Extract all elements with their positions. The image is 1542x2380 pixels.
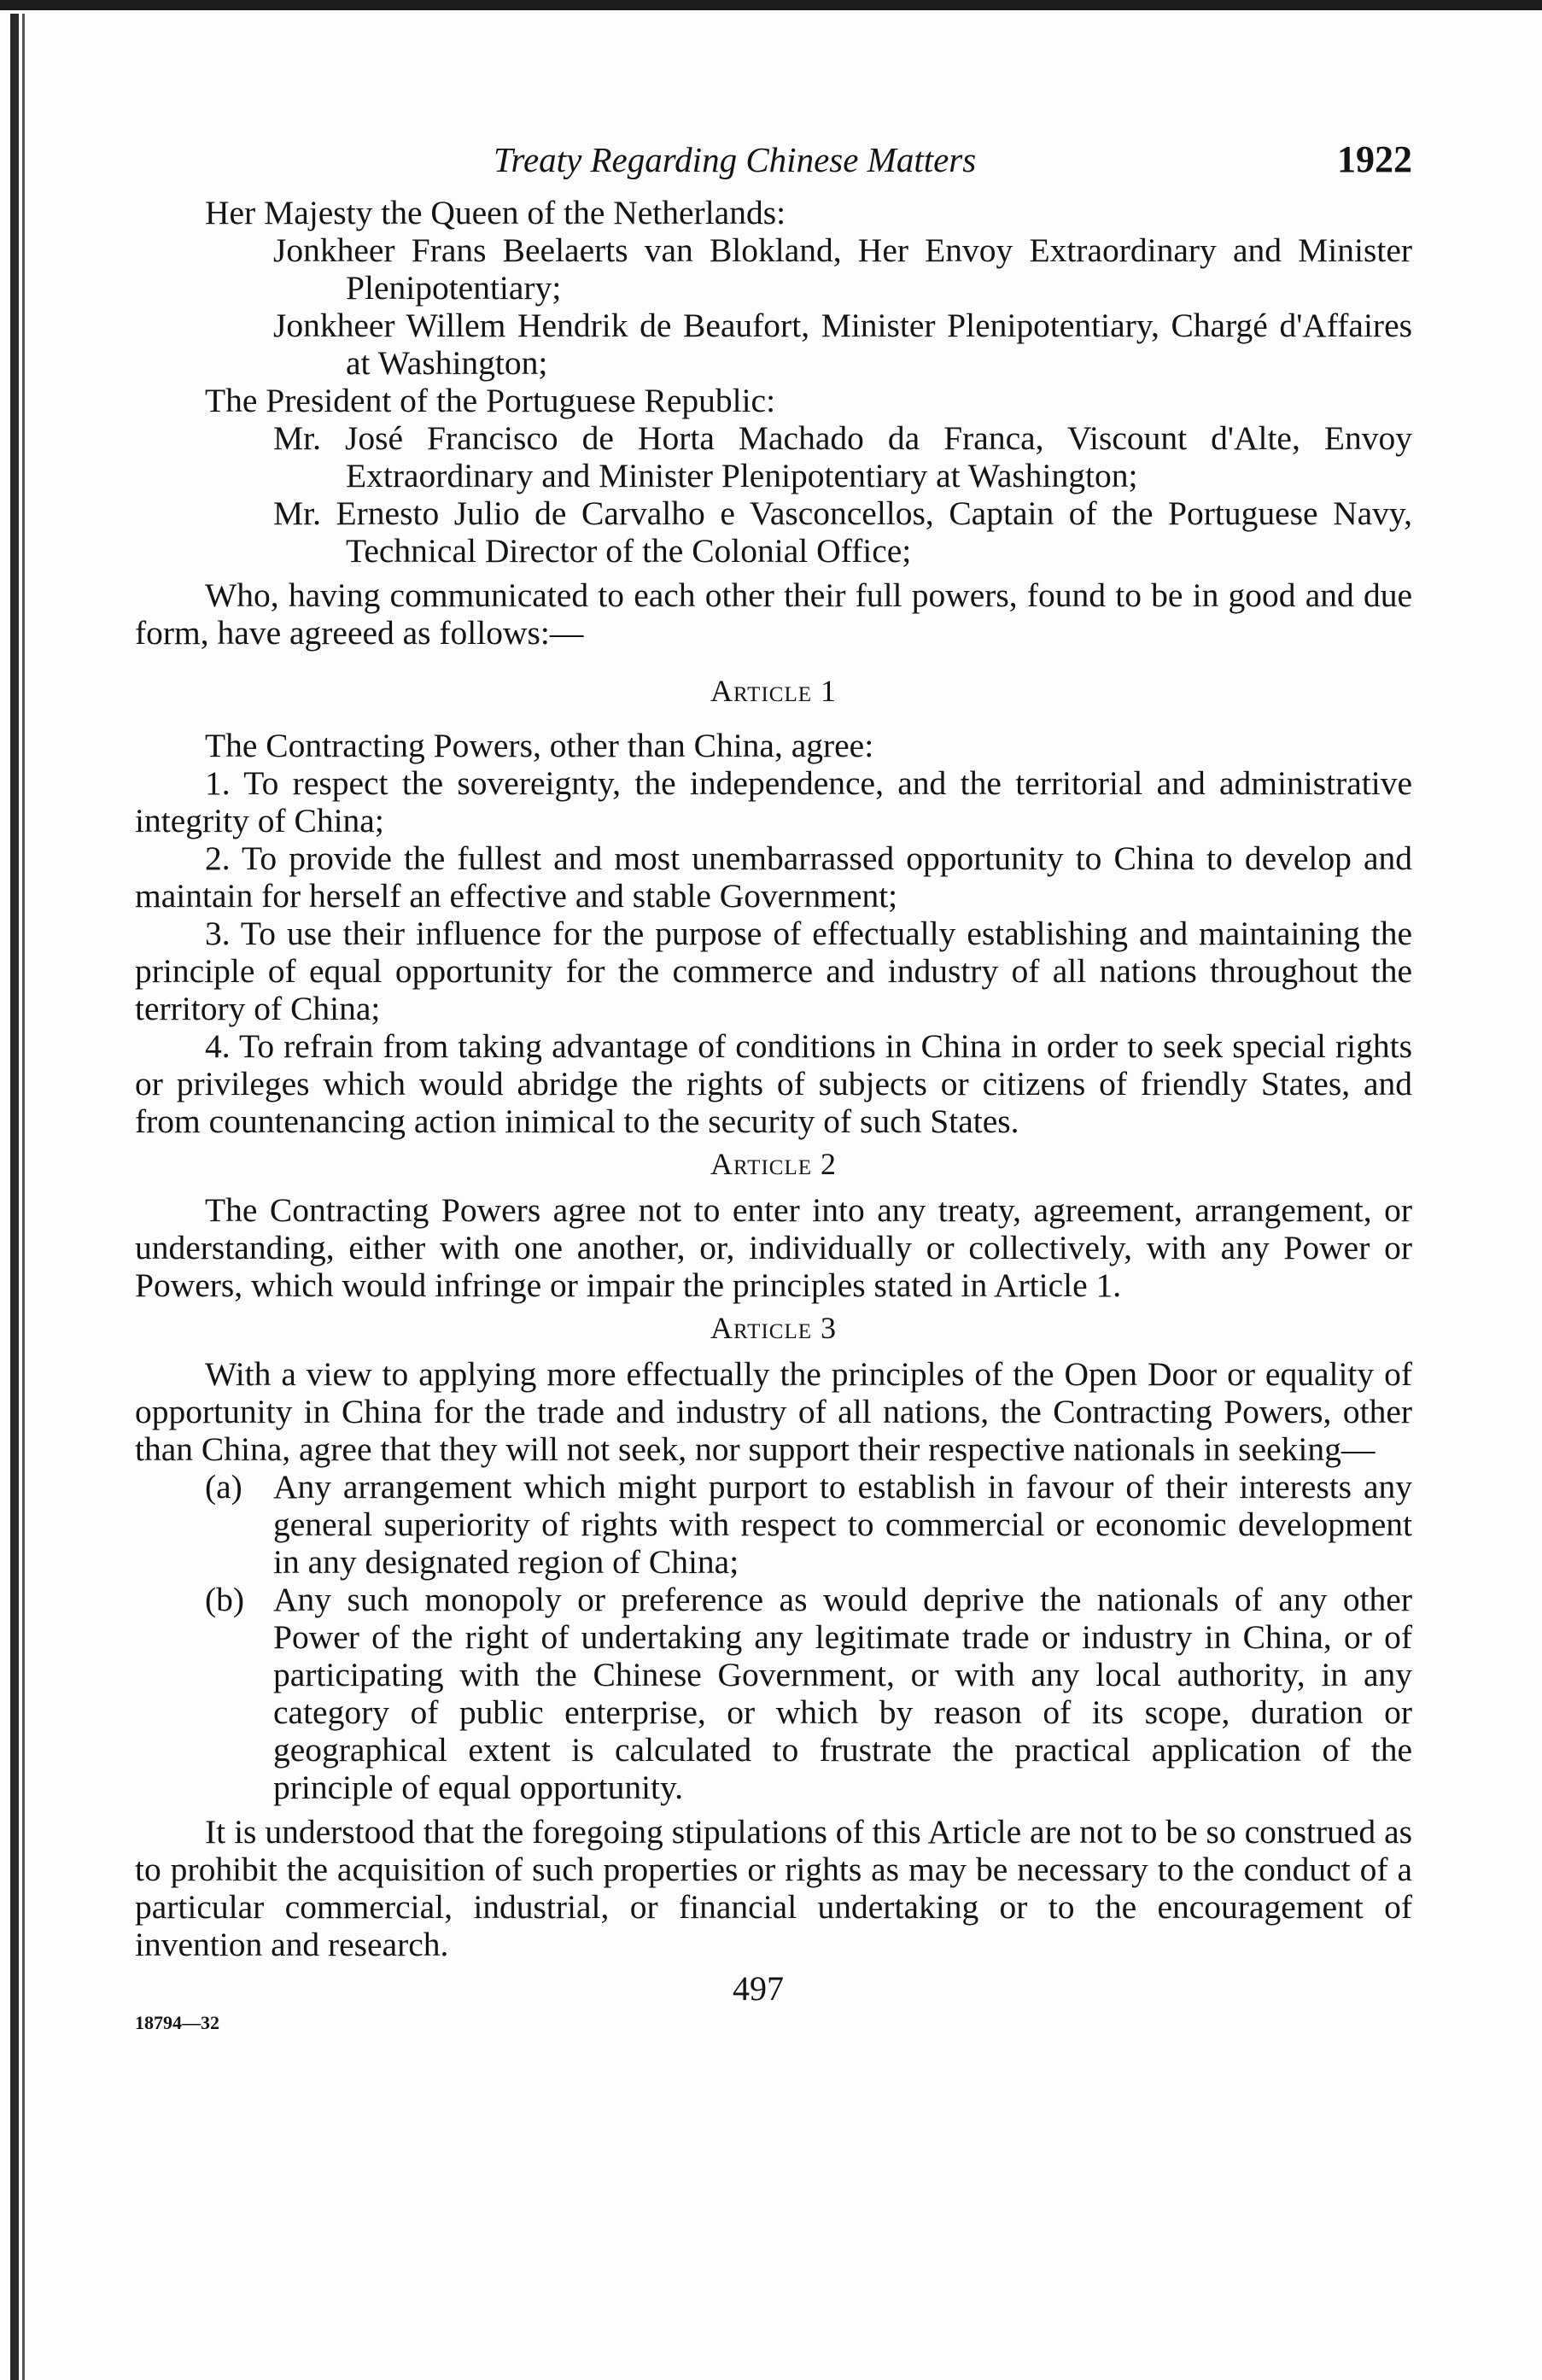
clause-text: Any arrangement which might purport to establish in favour of their interests any general superiority of rights with respect to commercial or economic development in any designated region of China; xyxy=(273,1468,1412,1581)
document-page xyxy=(135,138,1412,2038)
representative: Jonkheer Frans Beelaerts van Blokland, Her Envoy Extraordinary and Minister Plenipotentiary; xyxy=(273,231,1412,307)
representative: Mr. José Francisco de Horta Machado da Franca, Viscount d'Alte, Envoy Extraordinary and Minister Plenipotentiary at Washington; xyxy=(273,419,1412,494)
article-1-heading: Article 1 xyxy=(710,674,837,708)
party-name: The President of the Portuguese Republic: xyxy=(205,382,776,419)
article-3-clause-a xyxy=(205,1468,1412,1581)
article-3-heading: Article 3 xyxy=(710,1311,837,1345)
article-1-intro: The Contracting Powers, other than China, agree: xyxy=(205,727,874,764)
article-3-closing: It is understood that the foregoing stipulations of this Article are not to be so construed as to prohibit the acquisition of such properties or rights as may be necessary to the conduct of a particular commercial, industrial, or financial undertaking or to the encouragement of invention and research. xyxy=(135,1813,1412,1963)
page-footer xyxy=(135,1970,1412,2038)
preamble-close: Who, having communicated to each other their full powers, found to be in good and due form, have agreeed as follows:— xyxy=(135,576,1412,652)
article-3-clause-b xyxy=(205,1581,1412,1806)
representative: Jonkheer Willem Hendrik de Beaufort, Minister Plenipotentiary, Chargé d'Affaires at Washington; xyxy=(273,307,1412,382)
article-1-item: 2. To provide the fullest and most unembarrassed opportunity to China to develop and maintain for herself an effective and stable Government; xyxy=(135,839,1412,915)
article-1-item: 1. To respect the sovereignty, the independence, and the territorial and administrative integrity of China; xyxy=(135,764,1412,839)
clause-label: (a) xyxy=(205,1468,242,1506)
article-2-heading: Article 2 xyxy=(710,1147,837,1181)
print-code: 18794—32 xyxy=(135,2012,219,2033)
running-header xyxy=(135,138,1412,190)
party-portugal xyxy=(135,382,1412,570)
article-1-item: 4. To refrain from taking advantage of conditions in China in order to seek special rights or privileges which would abridge the rights of subjects or citizens of friendly States, and from countenancing action inimical to the security of such States. xyxy=(135,1027,1412,1140)
clause-text: Any such monopoly or preference as would deprive the nationals of any other Power of the right of undertaking any legitimate trade or industry in China, or of participating with the Chinese Government, or with any local authority, in any category of public enterprise, or which by reason of its scope, duration or geographical extent is calculated to frustrate the practical application of the principle of equal opportunity. xyxy=(273,1581,1412,1806)
header-year: 1922 xyxy=(1337,138,1412,180)
page-number: 497 xyxy=(733,1969,784,2008)
header-title: Treaty Regarding Chinese Matters xyxy=(494,140,977,179)
article-2-text: The Contracting Powers agree not to enter into any treaty, agreement, arrangement, or understanding, either with one another, or, individually or collectively, with any Power or Powers, which would infringe or impair the principles stated in Article 1. xyxy=(135,1191,1412,1304)
representative: Mr. Ernesto Julio de Carvalho e Vasconcellos, Captain of the Portuguese Navy, Technical Director of the Colonial Office; xyxy=(273,494,1412,570)
party-name: Her Majesty the Queen of the Netherlands: xyxy=(205,194,786,231)
clause-label: (b) xyxy=(205,1581,245,1618)
scan-binding-edge xyxy=(10,14,19,2380)
article-3-intro: With a view to applying more effectually the principles of the Open Door or equality of opportunity in China for the trade and industry of all nations, the Contracting Powers, other than China, agree that they will not seek, nor support their respective nationals in seeking— xyxy=(135,1355,1412,1468)
article-1-item: 3. To use their influence for the purpose of effectually establishing and maintaining the principle of equal opportunity for the commerce and industry of all nations throughout the territory of China; xyxy=(135,915,1412,1027)
scan-top-border xyxy=(0,0,1542,10)
scan-binding-edge-inner xyxy=(22,14,25,2380)
party-netherlands xyxy=(135,194,1412,382)
